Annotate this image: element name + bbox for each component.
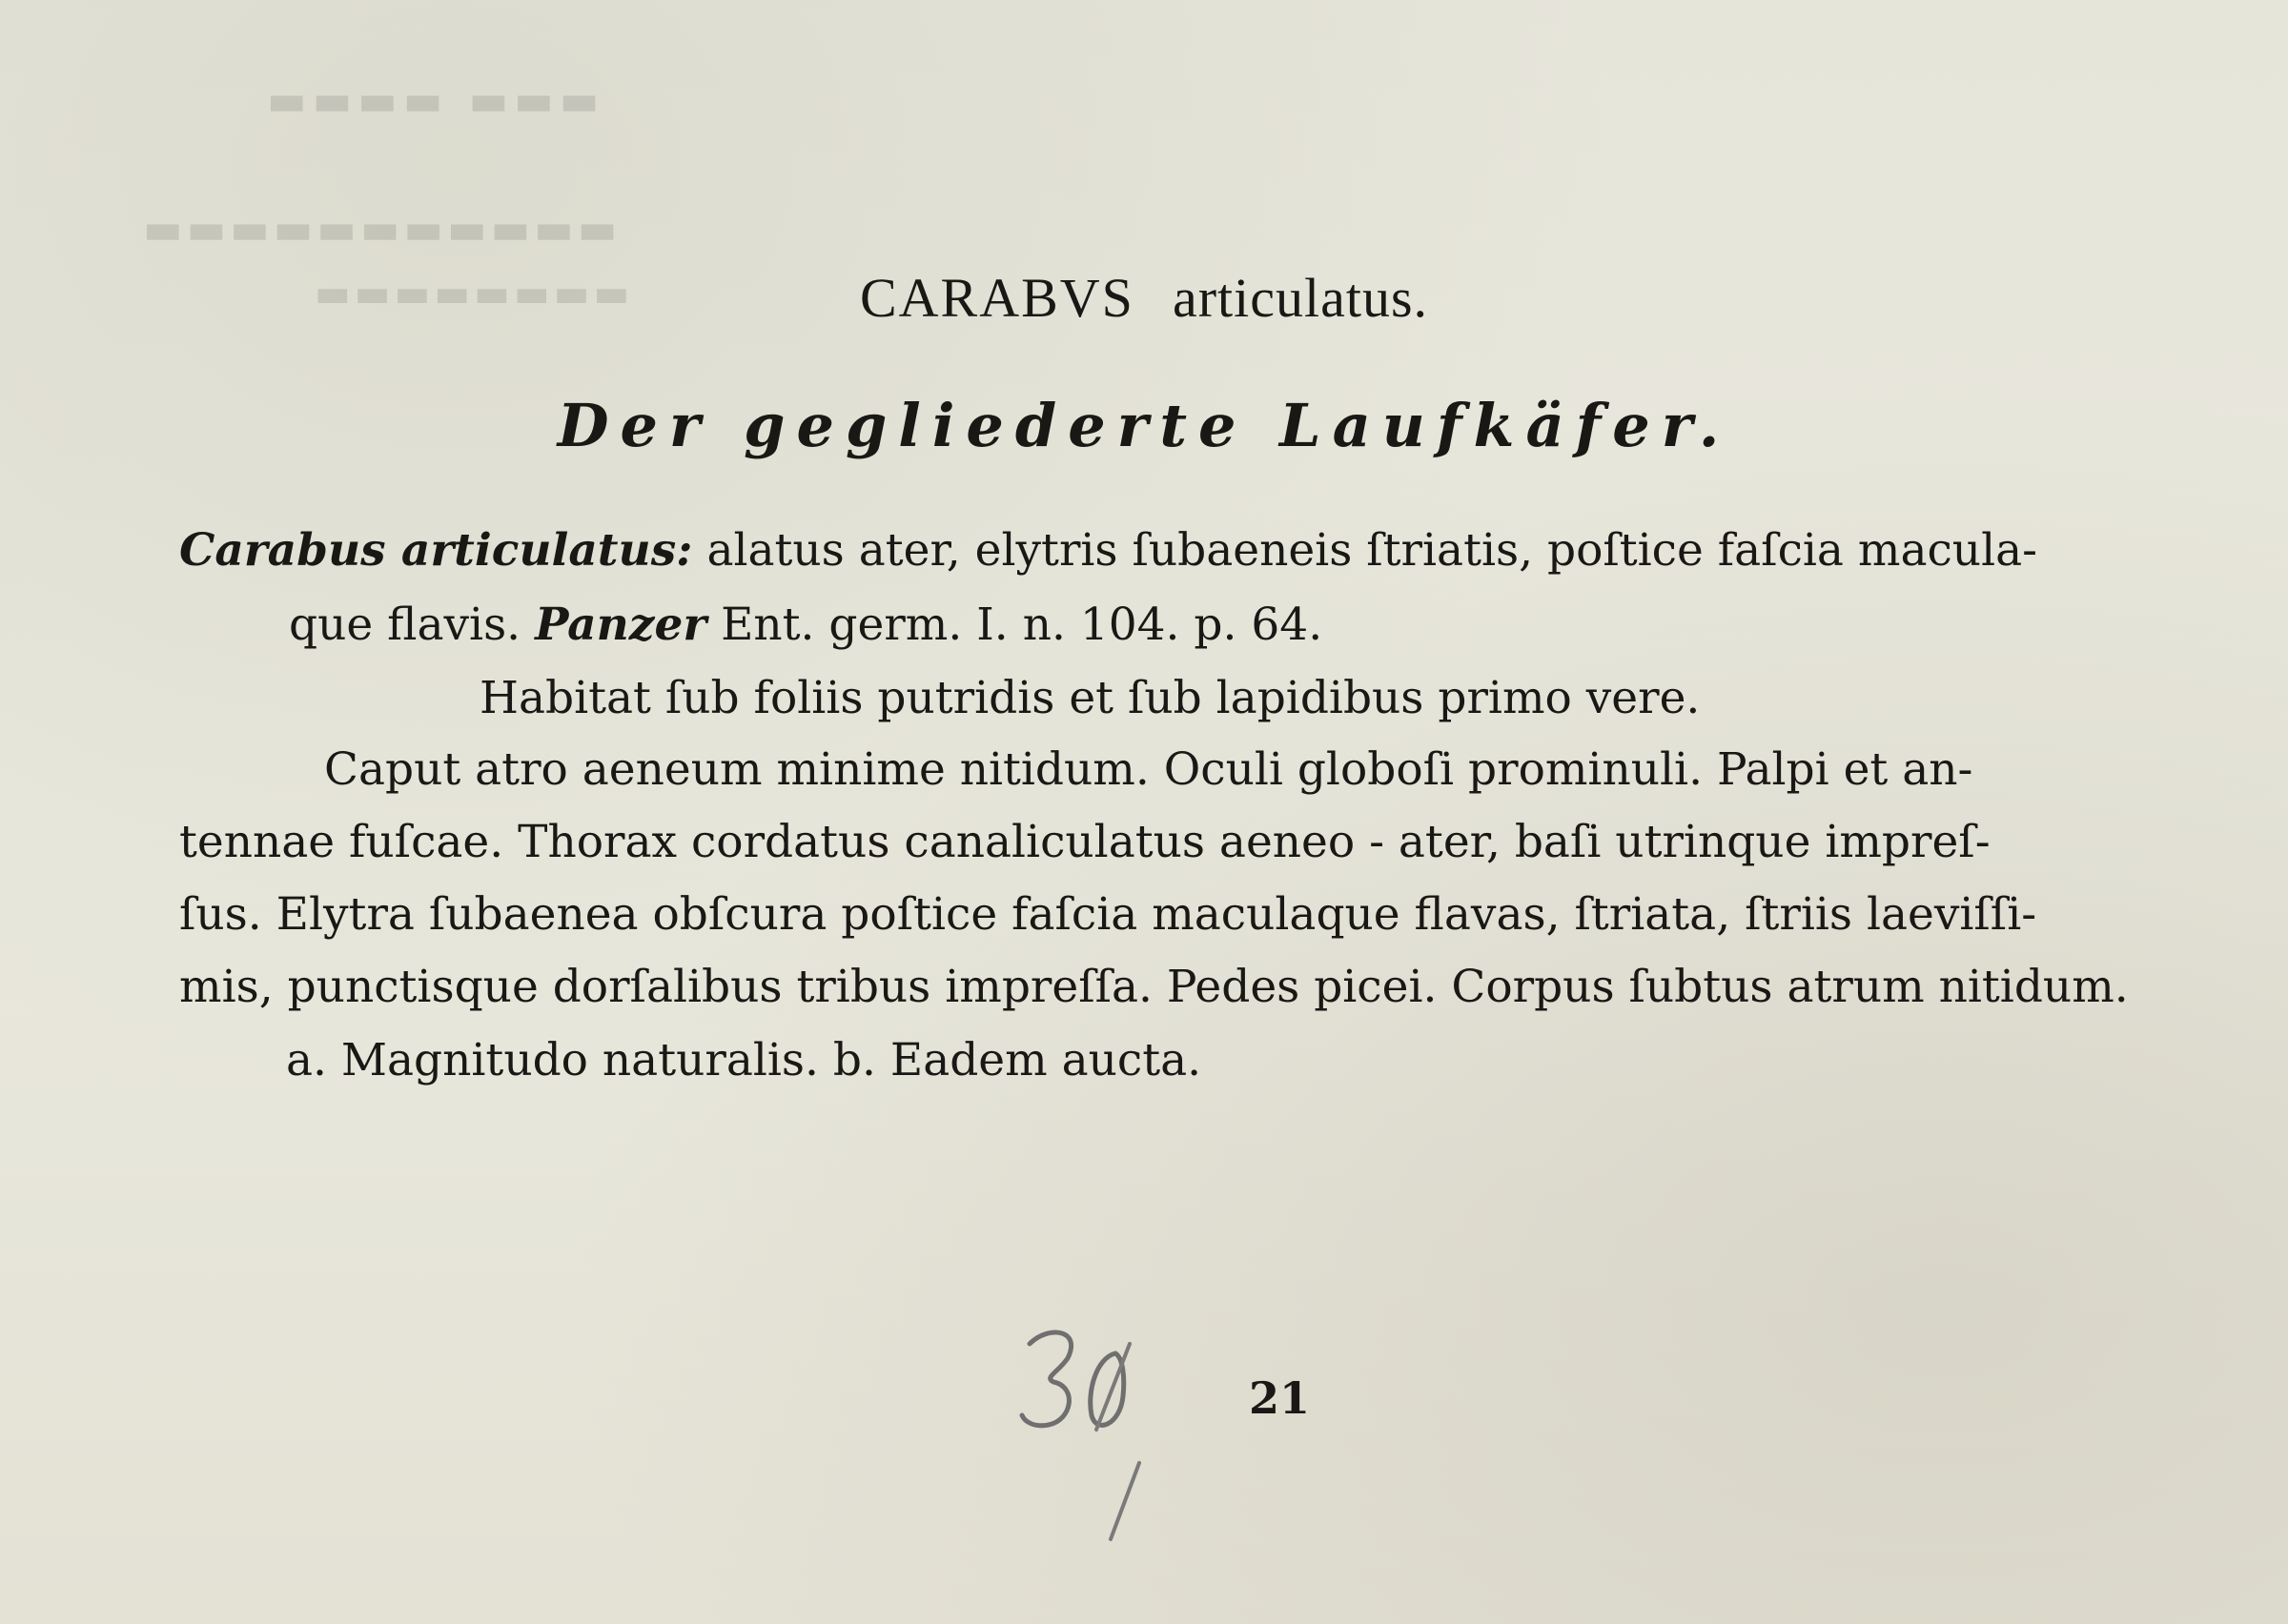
- body-line-2: tennae fuſcae. Thorax cordatus canaliculatus aeneo - ater, baſi utrinque impreſ-: [179, 816, 1991, 868]
- bleed-through-text: ▬▬▬▬ ▬▬▬ ▬▬▬▬▬▬▬▬▬▬▬ ▬▬▬▬▬▬▬▬: [143, 76, 634, 315]
- description-text-1: alatus ater, elytris ſubaeneis ſtriatis, poſtice faſcia macula-: [692, 524, 2037, 577]
- body-line-1: Caput atro aeneum minime nitidum. Oculi globoſi prominuli. Palpi et an-: [324, 743, 1973, 796]
- page-title: [0, 265, 2288, 330]
- species-name: Carabus articulatus:: [179, 524, 693, 577]
- description-line-1: [179, 524, 2037, 577]
- description-text-2a: que flavis.: [289, 599, 536, 651]
- body-line-3: ſus. Elytra ſubaenea obſcura poſtice faſcia maculaque flavas, ſtriata, ſtriis laeviſſi-: [179, 888, 2037, 941]
- title-species: articulatus.: [1172, 267, 1429, 329]
- habitat-line: Habitat ſub foliis putridis et ſub lapidibus primo vere.: [480, 672, 1701, 724]
- title-genus: CARABVS: [859, 267, 1134, 329]
- body-line-4: mis, punctisque dorſalibus tribus impreſſa. Pedes picei. Corpus ſubtus atrum nitidum.: [179, 961, 2129, 1013]
- description-line-2: [289, 599, 1322, 651]
- page-subtitle: Der gegliederte Laufkäfer.: [557, 391, 1731, 460]
- figure-caption: a. Magnitudo naturalis. b. Eadem aucta.: [286, 1034, 1202, 1086]
- pencil-annotation: [1011, 1306, 1163, 1544]
- description-text-2b: Ent. germ. I. n. 104. p. 64.: [706, 599, 1323, 651]
- author-name: Panzer: [535, 599, 707, 651]
- page-number: 21: [1249, 1372, 1311, 1424]
